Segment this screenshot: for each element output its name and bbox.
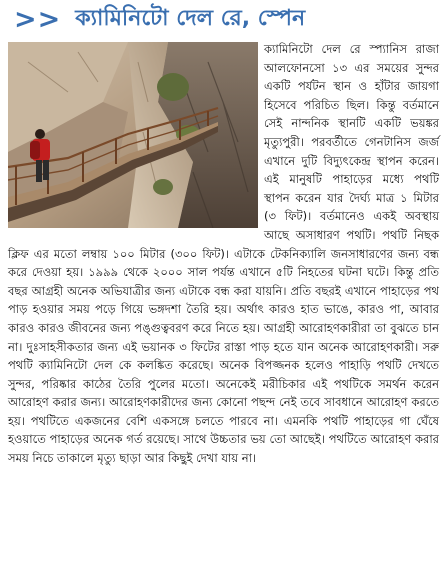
article-text: ক্যামিনিটো দেল রে স্প্যানিস রাজা আলফোনসো ১৩ এর সময়ের সুন্দর একটি পর্যটন স্থান ও হাঁটার জায়গা হিসেবে পরিচিত ছিল। কিন্তু বর্তমানে সেই নান্দনিক স্থানটি একটি ভয়ঙ্কর মৃত্যুপুরী। পরবর্তীতে গেনটানিস জর্জ এখানে দুটি বিদ্যুৎকেন্দ্র স্থাপন করেন। এই মানুষটি পাহাড়ের মধ্যে পথটি স্থাপন করেন যার দৈর্ঘ্য মাত্র ১ মিটার (৩ ফিট)। বর্তমানেও একই অবস্থায় আছে অসাধারণ পথটি। পথটি নিছক ক্লিফ এর মতো লম্বায় ১০০ মিটার (৩০০ ফিট)। এটাকে টেকনিক্যালি জনসাধারণের জন্য বন্ধ করে দেওয়া হয়। ১৯৯৯ থেকে ২০০০ সাল পর্যন্ত এখানে ৫টি নিহতের ঘটনা ঘটে। কিন্তু প্রতি বছর আগ্রহী অনেক অভিযাত্রীর জন্য এটাকে বন্ধ করা যায়নি। প্রতি বছরই এখানে পাহাড়ের পথ পাড় হওয়ার সময় পড়ে গিয়ে ভঙ্গদশা তৈরি হয়। অর্থাৎ কারও হাত ভাঙে, কারও পা, আবার কারও কারও জীবনের জন্য পঙ্গুত্ববরণ করে নিতে হয়। আগ্রহী আরোহণকারীরা তা বুঝতে চান না। দুঃসাহসীকতার জন্য এই ভয়ানক ৩ ফিটের রাস্তা পাড় হতে যান অনেক আরোহণকারী। সরু পথটি ক্যামিনিটো দেল কে কলঙ্কিত করেছে। অনেক বিপজ্জনক হলেও পাহাড়ি পথটি দেখতে সুন্দর, পরিষ্কার কাঠের তৈরি পুলের মতো। অনেকেই মরীচিকার এই পথটিকে সমর্থন করেন আরোহণ করার জন্য। আরোহণকারীদের জন্য কোনো পছন্দ নেই তবে সাবধানে আরোহণ করতে হয়। পথটিতে একজনের বেশি একসঙ্গে চলতে পারবে না। এমনকি পথটি পাহাড়ের গা ঘেঁষে হওয়াতে পাহাড়ের অনেক গর্ত রয়েছে। সাথে উচ্চতার ভয় তো আছেই। পথটিতে আরোহণ করার সময় নিচে তাকালে মৃত্যু ছাড়া আর কিছুই দেখা যায় না।: [8, 42, 439, 466]
article: [8, 40, 439, 580]
article-photo: [8, 42, 258, 228]
headline-arrows: >>: [14, 3, 62, 35]
cliff-walkway-photo: [8, 42, 258, 228]
headline: [0, 0, 447, 38]
headline-title: ক্যামিনিটো দেল রে, স্পেন: [75, 5, 306, 31]
article-paragraph: [8, 40, 439, 468]
